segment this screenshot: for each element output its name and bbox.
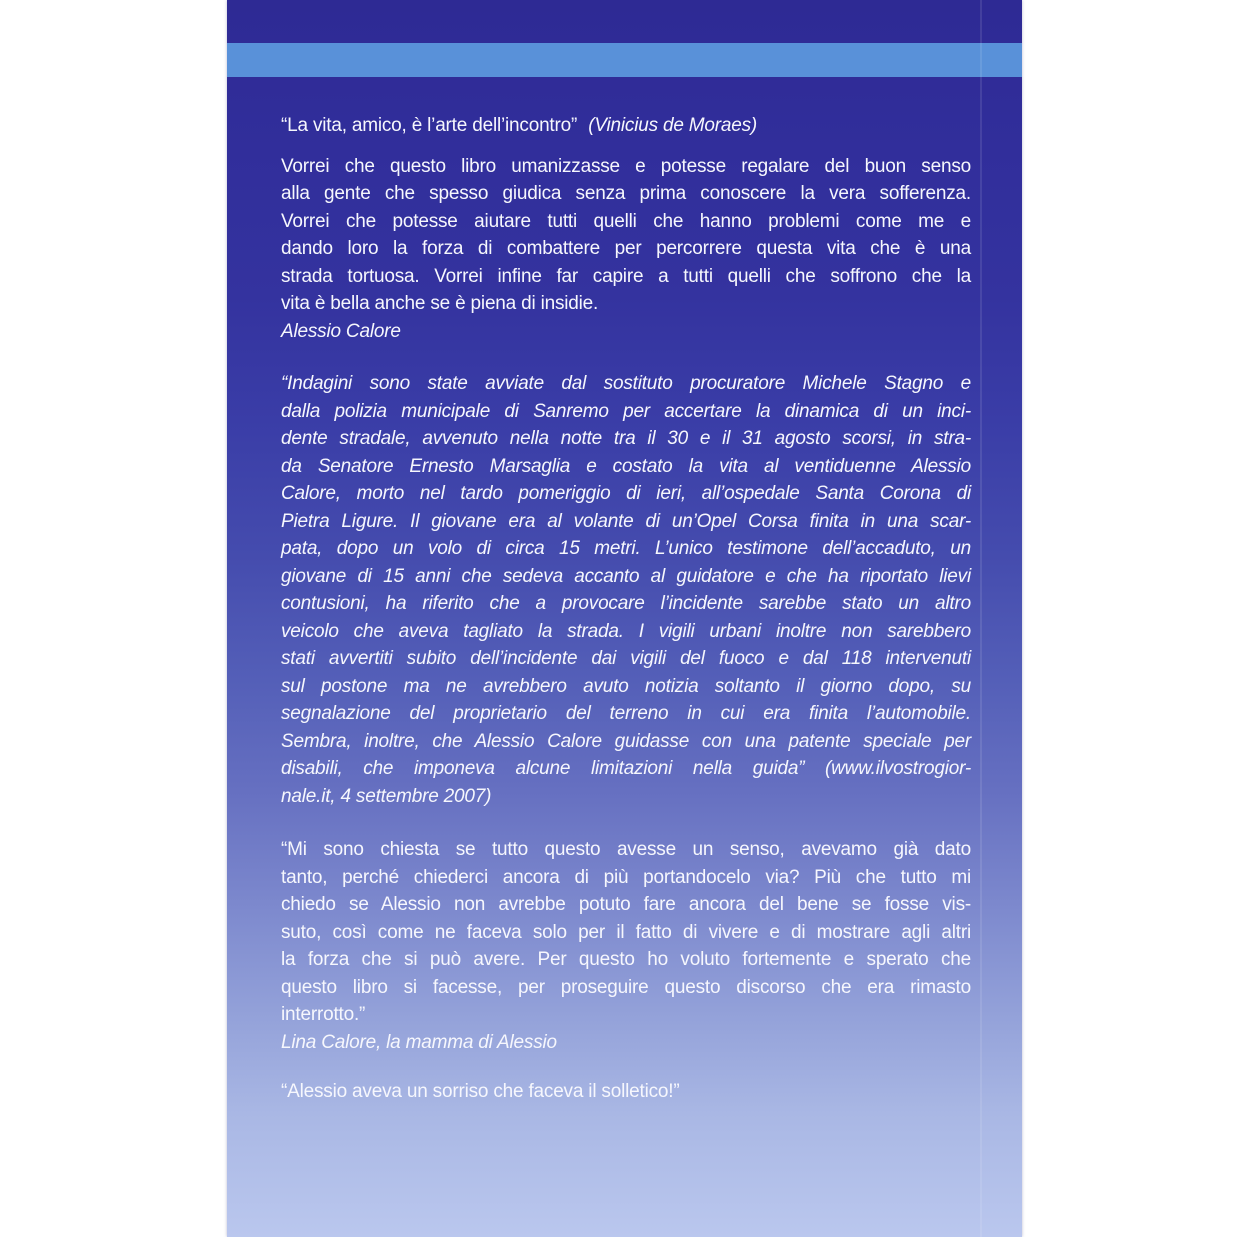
text-line: dando loro la forza di combattere per percorrere questa vita che è una [281,238,971,259]
text-line: Sembra, inoltre, che Alessio Calore guidasse con una patente speciale per [281,730,971,752]
text-line: tanto, perché chiederci ancora di più portandocelo via? Più che tutto mi [281,866,971,888]
closing-quote-line: “Alessio aveva un sorriso che faceva il solletico!” [281,1081,680,1102]
text-line: segnalazione del proprietario del terreno in cui era finita l’automobile. [281,703,971,724]
press-quote-paragraph [281,370,971,810]
author-statement-paragraph [281,153,971,318]
text-line: contusioni, ha riferito che a provocare l’incidente sarebbe stato un altro [281,593,971,614]
mother-quote-paragraph [281,836,971,1029]
text-line: “Indagini sono state avviate dal sostituto procuratore Michele Stagno e [281,373,971,394]
book-back-cover [227,0,1022,1237]
text-line: Vorrei che questo libro umanizzasse e potesse regalare del buon senso [281,155,971,177]
text-line: Calore, morto nel tardo pomeriggio di ieri, all’ospedale Santa Corona di [281,483,971,504]
text-line: dente stradale, avvenuto nella notte tra il 30 e il 31 agosto scorsi, in stra- [281,428,971,449]
text-line: Pietra Ligure. Il giovane era al volante di un’Opel Corsa finita in una scar- [281,510,971,532]
text-line: la forza che si può avere. Per questo ho voluto fortemente e sperato che [281,949,971,970]
text-line: nale.it, 4 settembre 2007) [281,785,492,807]
epigraph-line [281,112,971,140]
mother-signature: Lina Calore, la mamma di Alessio [281,1031,557,1053]
author-signature: Alessio Calore [281,320,401,342]
text-line: pata, dopo un volo di circa 15 metri. L’unico testimone dell’accaduto, un [281,538,971,559]
epigraph-attribution: (Vinicius de Moraes) [588,115,758,136]
text-line: chiedo se Alessio non avrebbe potuto fare ancora del bene se fosse vis- [281,894,971,915]
text-line: veicolo che aveva tagliato la strada. I vigili urbani inoltre non sarebbero [281,620,971,642]
text-line: Vorrei che potesse aiutare tutti quelli che hanno problemi come me e [281,210,971,232]
light-blue-stripe [227,43,1022,77]
epigraph-quote: “La vita, amico, è l’arte dell’incontro” [281,115,578,136]
text-line: giovane di 15 anni che sedeva accanto al guidatore e che ha riportato lievi [281,565,971,587]
text-line: dalla polizia municipale di Sanremo per accertare la dinamica di un inci- [281,400,971,422]
text-line: “Mi sono chiesta se tutto questo avesse un senso, avevamo già dato [281,839,971,860]
text-line: suto, così come ne faceva solo per il fatto di vivere e di mostrare agli altri [281,921,971,943]
text-line: alla gente che spesso giudica senza prima conoscere la vera sofferenza. [281,183,971,204]
text-line: disabili, che imponeva alcune limitazioni nella guida” (www.ilvostrogior- [281,758,971,779]
text-line: questo libro si facesse, per proseguire questo discorso che era rimasto [281,976,971,998]
text-line: da Senatore Ernesto Marsaglia e costato la vita al ventiduenne Alessio [281,455,971,477]
text-line: sul postone ma ne avrebbero avuto notizia soltanto il giorno dopo, su [281,675,971,697]
text-line: vita è bella anche se è piena di insidie. [281,293,599,314]
text-line: strada tortuosa. Vorrei infine far capire a tutti quelli che soffrono che la [281,265,971,287]
cover-text-content [281,112,971,1106]
text-line: stati avvertiti subito dell’incidente dai vigili del fuoco e dal 118 intervenuti [281,648,971,669]
cover-crease-line [980,0,982,1237]
text-line: interrotto.” [281,1004,366,1025]
